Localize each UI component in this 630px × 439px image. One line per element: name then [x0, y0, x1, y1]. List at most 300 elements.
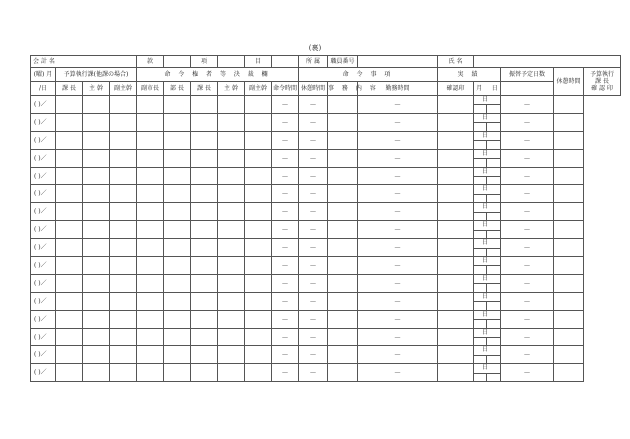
work-content-header: 事 務 内 容 — [328, 82, 358, 96]
name-field[interactable] — [474, 56, 621, 68]
deputy-chief2-seal-cell[interactable] — [245, 113, 272, 131]
work-content-cell[interactable] — [328, 96, 358, 114]
order-break-cell[interactable]: — — [299, 113, 328, 131]
work-content-cell[interactable] — [328, 257, 358, 275]
section-chief2-seal-cell[interactable] — [191, 328, 218, 346]
order-time-cell[interactable]: — — [272, 185, 299, 203]
deputy-chief-seal-cell[interactable] — [110, 221, 137, 239]
deputy-chief-seal-cell[interactable] — [110, 274, 137, 292]
work-hours-cell[interactable]: — — [358, 364, 438, 382]
row-date[interactable]: ( )／ — [31, 221, 56, 239]
order-break-cell[interactable]: — — [299, 292, 328, 310]
deputy-chief-seal-cell[interactable] — [110, 310, 137, 328]
row-date[interactable]: ( )／ — [31, 203, 56, 221]
deputy-chief-seal-cell[interactable] — [110, 257, 137, 275]
vice-mayor-seal-cell[interactable] — [137, 257, 164, 275]
budget-confirm-cell[interactable] — [554, 131, 584, 149]
break-time-cell[interactable]: — — [501, 185, 554, 203]
chief-seal-cell[interactable] — [83, 257, 110, 275]
section-chief-header: 課 長 — [56, 82, 83, 96]
section-chief2-seal-cell[interactable] — [191, 310, 218, 328]
director-seal-cell[interactable] — [164, 149, 191, 167]
director-seal-cell[interactable] — [164, 364, 191, 382]
budget-confirm-cell[interactable] — [554, 221, 584, 239]
vice-mayor-seal-cell[interactable] — [137, 310, 164, 328]
break-time-cell[interactable]: — — [501, 113, 554, 131]
kan-field[interactable] — [164, 56, 191, 68]
transfer-days-cell[interactable] — [474, 257, 501, 275]
budget-confirm-cell[interactable] — [554, 113, 584, 131]
row-date[interactable]: ( )／ — [31, 131, 56, 149]
row-date[interactable]: ( )／ — [31, 167, 56, 185]
transfer-days-cell[interactable] — [474, 292, 501, 310]
order-break-cell[interactable]: — — [299, 364, 328, 382]
chief-seal-cell[interactable] — [83, 239, 110, 257]
chief2-seal-cell[interactable] — [218, 292, 245, 310]
chief-seal-cell[interactable] — [83, 364, 110, 382]
confirm-seal-cell[interactable] — [438, 203, 474, 221]
order-time-cell[interactable]: — — [272, 346, 299, 364]
table-row — [31, 239, 621, 257]
budget-confirm-cell[interactable] — [554, 364, 584, 382]
work-hours-cell[interactable]: — — [358, 274, 438, 292]
order-break-header: 休憩時間 — [299, 82, 328, 96]
order-break-cell[interactable]: — — [299, 203, 328, 221]
chief-seal-cell[interactable] — [83, 310, 110, 328]
section-chief2-seal-cell[interactable] — [191, 149, 218, 167]
transfer-days-cell[interactable] — [474, 203, 501, 221]
work-content-cell[interactable] — [328, 167, 358, 185]
order-time-cell[interactable]: — — [272, 292, 299, 310]
deputy-chief-seal-cell[interactable] — [110, 185, 137, 203]
transfer-days-cell[interactable] — [474, 364, 501, 382]
deputy-chief2-seal-cell[interactable] — [245, 131, 272, 149]
budget-confirm-cell[interactable] — [554, 149, 584, 167]
director-seal-cell[interactable] — [164, 346, 191, 364]
vice-mayor-seal-cell[interactable] — [137, 167, 164, 185]
deputy-chief-seal-cell[interactable] — [110, 364, 137, 382]
work-content-cell[interactable] — [328, 239, 358, 257]
deputy-chief2-seal-cell[interactable] — [245, 239, 272, 257]
section-chief2-seal-cell[interactable] — [191, 185, 218, 203]
work-content-cell[interactable] — [328, 203, 358, 221]
deputy-chief-seal-cell[interactable] — [110, 239, 137, 257]
deputy-chief-seal-cell[interactable] — [110, 292, 137, 310]
vice-mayor-seal-cell[interactable] — [137, 203, 164, 221]
confirm-seal-cell[interactable] — [438, 167, 474, 185]
confirm-seal-cell[interactable] — [438, 131, 474, 149]
confirm-seal-cell[interactable] — [438, 292, 474, 310]
director-seal-cell[interactable] — [164, 292, 191, 310]
break-time-cell[interactable]: — — [501, 239, 554, 257]
chief2-seal-cell[interactable] — [218, 221, 245, 239]
chief-seal-cell[interactable] — [83, 113, 110, 131]
section-chief2-seal-cell[interactable] — [191, 364, 218, 382]
section-chief-seal-cell[interactable] — [56, 292, 83, 310]
transfer-days-cell[interactable] — [474, 113, 501, 131]
order-break-cell[interactable]: — — [299, 131, 328, 149]
row-date[interactable]: ( )／ — [31, 274, 56, 292]
deputy-chief2-seal-cell[interactable] — [245, 203, 272, 221]
chief-seal-cell[interactable] — [83, 185, 110, 203]
section-chief2-seal-cell[interactable] — [191, 203, 218, 221]
day-marker: 日 — [482, 185, 489, 193]
order-time-cell[interactable]: — — [272, 274, 299, 292]
deputy-chief-seal-cell[interactable] — [110, 131, 137, 149]
director-seal-cell[interactable] — [164, 257, 191, 275]
chief-seal-cell[interactable] — [83, 346, 110, 364]
row-date[interactable]: ( )／ — [31, 310, 56, 328]
break-time-cell[interactable]: — — [501, 221, 554, 239]
break-time-cell[interactable]: — — [501, 364, 554, 382]
chief-seal-cell[interactable] — [83, 167, 110, 185]
work-hours-cell[interactable]: — — [358, 239, 438, 257]
director-seal-cell[interactable] — [164, 96, 191, 114]
chief2-seal-cell[interactable] — [218, 185, 245, 203]
work-hours-cell[interactable]: — — [358, 221, 438, 239]
day-marker: 日 — [482, 203, 489, 211]
section-chief-seal-cell[interactable] — [56, 257, 83, 275]
vice-mayor-seal-cell[interactable] — [137, 221, 164, 239]
vice-mayor-seal-cell[interactable] — [137, 149, 164, 167]
chief-seal-cell[interactable] — [83, 203, 110, 221]
transfer-days-header: 振替予定日数 — [501, 68, 554, 82]
day-subheader: /日 — [31, 82, 56, 96]
confirm-seal-header: 確認印 — [438, 82, 474, 96]
section-chief-seal-cell[interactable] — [56, 239, 83, 257]
vice-mayor-seal-cell[interactable] — [137, 96, 164, 114]
confirm-seal-cell[interactable] — [438, 328, 474, 346]
break-time-cell[interactable]: — — [501, 310, 554, 328]
staff-number-field[interactable] — [358, 56, 438, 68]
budget-confirm-cell[interactable] — [554, 167, 584, 185]
order-break-cell[interactable]: — — [299, 257, 328, 275]
section-chief2-seal-cell[interactable] — [191, 239, 218, 257]
budget-confirm-cell[interactable] — [554, 274, 584, 292]
chief-seal-cell[interactable] — [83, 131, 110, 149]
deputy-chief2-seal-cell[interactable] — [245, 346, 272, 364]
section-chief-seal-cell[interactable] — [56, 203, 83, 221]
director-seal-cell[interactable] — [164, 310, 191, 328]
chief2-seal-cell[interactable] — [218, 96, 245, 114]
transfer-days-cell[interactable] — [474, 185, 501, 203]
chief2-seal-cell[interactable] — [218, 310, 245, 328]
work-hours-cell[interactable]: — — [358, 346, 438, 364]
order-break-cell[interactable]: — — [299, 328, 328, 346]
order-time-cell[interactable]: — — [272, 131, 299, 149]
row-date[interactable]: ( )／ — [31, 328, 56, 346]
kou-field[interactable] — [218, 56, 245, 68]
deputy-chief2-seal-cell[interactable] — [245, 149, 272, 167]
row-date[interactable]: ( )／ — [31, 364, 56, 382]
work-hours-cell[interactable]: — — [358, 96, 438, 114]
section-chief2-seal-cell[interactable] — [191, 131, 218, 149]
chief2-seal-cell[interactable] — [218, 239, 245, 257]
row-date[interactable]: ( )／ — [31, 113, 56, 131]
transfer-days-cell[interactable] — [474, 221, 501, 239]
order-time-cell[interactable]: — — [272, 167, 299, 185]
order-break-cell[interactable]: — — [299, 96, 328, 114]
order-time-cell[interactable]: — — [272, 310, 299, 328]
section-chief2-seal-cell[interactable] — [191, 292, 218, 310]
work-content-cell[interactable] — [328, 131, 358, 149]
vice-mayor-seal-cell[interactable] — [137, 346, 164, 364]
order-time-cell[interactable]: — — [272, 257, 299, 275]
confirm-seal-cell[interactable] — [438, 185, 474, 203]
confirm-seal-cell[interactable] — [438, 346, 474, 364]
order-time-cell[interactable]: — — [272, 149, 299, 167]
work-hours-cell[interactable]: — — [358, 167, 438, 185]
budget-confirm-cell[interactable] — [554, 239, 584, 257]
work-hours-cell[interactable]: — — [358, 113, 438, 131]
table-row — [31, 364, 621, 382]
work-hours-cell[interactable]: — — [358, 257, 438, 275]
chief2-seal-cell[interactable] — [218, 274, 245, 292]
day-marker: 日 — [482, 96, 489, 103]
section-chief-seal-cell[interactable] — [56, 185, 83, 203]
break-time-cell[interactable]: — — [501, 203, 554, 221]
break-time-header: 休憩時間 — [554, 68, 584, 96]
deputy-chief2-header: 副主幹 — [245, 82, 272, 96]
transfer-days-cell[interactable] — [474, 328, 501, 346]
work-content-cell[interactable] — [328, 364, 358, 382]
vice-mayor-seal-cell[interactable] — [137, 364, 164, 382]
moku-field[interactable] — [272, 56, 299, 68]
row-date[interactable]: ( )／ — [31, 257, 56, 275]
transfer-days-cell[interactable] — [474, 310, 501, 328]
break-time-cell[interactable]: — — [501, 131, 554, 149]
director-seal-cell[interactable] — [164, 328, 191, 346]
kan-label: 款 — [137, 56, 164, 68]
break-time-cell[interactable]: — — [501, 96, 554, 114]
deputy-chief2-seal-cell[interactable] — [245, 274, 272, 292]
section-chief-seal-cell[interactable] — [56, 328, 83, 346]
deputy-chief2-seal-cell[interactable] — [245, 364, 272, 382]
vice-mayor-seal-cell[interactable] — [137, 131, 164, 149]
transfer-days-cell[interactable] — [474, 274, 501, 292]
budget-confirm-cell[interactable] — [554, 203, 584, 221]
director-seal-cell[interactable] — [164, 239, 191, 257]
vice-mayor-seal-cell[interactable] — [137, 185, 164, 203]
order-break-cell[interactable]: — — [299, 149, 328, 167]
order-break-cell[interactable]: — — [299, 310, 328, 328]
budget-confirm-cell[interactable] — [554, 257, 584, 275]
confirm-seal-cell[interactable] — [438, 310, 474, 328]
section-chief-seal-cell[interactable] — [56, 113, 83, 131]
work-hours-cell[interactable]: — — [358, 292, 438, 310]
section-chief2-seal-cell[interactable] — [191, 274, 218, 292]
deputy-chief-seal-cell[interactable] — [110, 203, 137, 221]
chief2-seal-cell[interactable] — [218, 131, 245, 149]
chief2-seal-cell[interactable] — [218, 328, 245, 346]
header-row-account — [31, 56, 621, 68]
section-chief-seal-cell[interactable] — [56, 149, 83, 167]
section-chief-seal-cell[interactable] — [56, 310, 83, 328]
work-content-cell[interactable] — [328, 149, 358, 167]
deputy-chief2-seal-cell[interactable] — [245, 292, 272, 310]
work-content-cell[interactable] — [328, 328, 358, 346]
vice-mayor-seal-cell[interactable] — [137, 239, 164, 257]
approval-header: 命 令 権 者 等 決 裁 欄 — [137, 68, 299, 82]
section-chief2-seal-cell[interactable] — [191, 346, 218, 364]
order-time-cell[interactable]: — — [272, 239, 299, 257]
deputy-chief2-seal-cell[interactable] — [245, 310, 272, 328]
confirm-seal-cell[interactable] — [438, 221, 474, 239]
transfer-days-cell[interactable] — [474, 149, 501, 167]
section-chief2-seal-cell[interactable] — [191, 257, 218, 275]
budget-confirm-cell[interactable] — [554, 310, 584, 328]
chief2-seal-cell[interactable] — [218, 364, 245, 382]
transfer-days-cell[interactable] — [474, 96, 501, 114]
section-chief-seal-cell[interactable] — [56, 221, 83, 239]
section-chief2-seal-cell[interactable] — [191, 96, 218, 114]
header-row-subs — [31, 82, 621, 96]
order-time-cell[interactable]: — — [272, 203, 299, 221]
confirm-seal-cell[interactable] — [438, 113, 474, 131]
work-content-cell[interactable] — [328, 113, 358, 131]
row-date[interactable]: ( )／ — [31, 149, 56, 167]
deputy-chief-seal-cell[interactable] — [110, 149, 137, 167]
deputy-chief2-seal-cell[interactable] — [245, 185, 272, 203]
deputy-chief-seal-cell[interactable] — [110, 167, 137, 185]
section-chief2-seal-cell[interactable] — [191, 113, 218, 131]
confirm-seal-cell[interactable] — [438, 239, 474, 257]
section-chief-seal-cell[interactable] — [56, 274, 83, 292]
date-header: (曜) 月 — [31, 68, 56, 82]
budget-confirm-cell[interactable] — [554, 292, 584, 310]
chief-seal-cell[interactable] — [83, 292, 110, 310]
break-time-cell[interactable]: — — [501, 346, 554, 364]
order-break-cell[interactable]: — — [299, 221, 328, 239]
overtime-order-form — [30, 55, 621, 382]
row-date[interactable]: ( )／ — [31, 346, 56, 364]
deputy-chief2-seal-cell[interactable] — [245, 221, 272, 239]
work-content-cell[interactable] — [328, 346, 358, 364]
order-break-cell[interactable]: — — [299, 239, 328, 257]
day-marker: 日 — [482, 364, 489, 372]
confirm-seal-cell[interactable] — [438, 257, 474, 275]
order-break-cell[interactable]: — — [299, 274, 328, 292]
section-chief-seal-cell[interactable] — [56, 131, 83, 149]
work-hours-cell[interactable]: — — [358, 185, 438, 203]
deputy-chief-seal-cell[interactable] — [110, 328, 137, 346]
chief-seal-cell[interactable] — [83, 328, 110, 346]
deputy-chief-seal-cell[interactable] — [110, 346, 137, 364]
work-content-cell[interactable] — [328, 310, 358, 328]
chief-seal-cell[interactable] — [83, 96, 110, 114]
break-time-cell[interactable]: — — [501, 167, 554, 185]
budget-confirm-cell[interactable] — [554, 328, 584, 346]
vice-mayor-seal-cell[interactable] — [137, 274, 164, 292]
order-time-cell[interactable]: — — [272, 96, 299, 114]
chief2-seal-cell[interactable] — [218, 203, 245, 221]
budget-confirm-cell[interactable] — [554, 346, 584, 364]
director-seal-cell[interactable] — [164, 203, 191, 221]
director-seal-cell[interactable] — [164, 113, 191, 131]
section-chief2-seal-cell[interactable] — [191, 221, 218, 239]
order-break-cell[interactable]: — — [299, 167, 328, 185]
section-chief-seal-cell[interactable] — [56, 167, 83, 185]
transfer-days-cell[interactable] — [474, 167, 501, 185]
order-time-cell[interactable]: — — [272, 364, 299, 382]
confirm-seal-cell[interactable] — [438, 364, 474, 382]
work-content-cell[interactable] — [328, 292, 358, 310]
order-break-cell[interactable]: — — [299, 346, 328, 364]
budget-confirm-cell[interactable] — [554, 185, 584, 203]
budget-confirm-line2: 課 長 — [595, 78, 609, 85]
transfer-days-cell[interactable] — [474, 346, 501, 364]
row-date[interactable]: ( )／ — [31, 185, 56, 203]
order-break-cell[interactable]: — — [299, 185, 328, 203]
chief-seal-cell[interactable] — [83, 221, 110, 239]
deputy-chief2-seal-cell[interactable] — [245, 328, 272, 346]
director-seal-cell[interactable] — [164, 167, 191, 185]
break-time-cell[interactable]: — — [501, 149, 554, 167]
director-seal-cell[interactable] — [164, 221, 191, 239]
director-seal-cell[interactable] — [164, 274, 191, 292]
deputy-chief2-seal-cell[interactable] — [245, 96, 272, 114]
table-row — [31, 346, 621, 364]
section-chief2-seal-cell[interactable] — [191, 167, 218, 185]
vice-mayor-seal-cell[interactable] — [137, 113, 164, 131]
vice-mayor-seal-cell[interactable] — [137, 328, 164, 346]
order-time-cell[interactable]: — — [272, 113, 299, 131]
chief2-seal-cell[interactable] — [218, 346, 245, 364]
deputy-chief2-seal-cell[interactable] — [245, 257, 272, 275]
row-date[interactable]: ( )／ — [31, 292, 56, 310]
order-time-cell[interactable]: — — [272, 221, 299, 239]
row-date[interactable]: ( )／ — [31, 239, 56, 257]
chief-seal-cell[interactable] — [83, 274, 110, 292]
break-time-cell[interactable]: — — [501, 257, 554, 275]
director-seal-cell[interactable] — [164, 131, 191, 149]
chief2-seal-cell[interactable] — [218, 167, 245, 185]
section-chief-seal-cell[interactable] — [56, 96, 83, 114]
confirm-seal-cell[interactable] — [438, 96, 474, 114]
break-time-cell[interactable]: — — [501, 292, 554, 310]
deputy-chief-seal-cell[interactable] — [110, 96, 137, 114]
confirm-seal-cell[interactable] — [438, 149, 474, 167]
deputy-chief-seal-cell[interactable] — [110, 113, 137, 131]
work-hours-cell[interactable]: — — [358, 310, 438, 328]
chief2-seal-cell[interactable] — [218, 113, 245, 131]
section-chief-seal-cell[interactable] — [56, 364, 83, 382]
chief2-seal-cell[interactable] — [218, 257, 245, 275]
work-hours-cell[interactable]: — — [358, 328, 438, 346]
break-time-cell[interactable]: — — [501, 274, 554, 292]
work-hours-cell[interactable]: — — [358, 203, 438, 221]
order-time-cell[interactable]: — — [272, 328, 299, 346]
director-seal-cell[interactable] — [164, 185, 191, 203]
row-date[interactable]: ( )／ — [31, 96, 56, 114]
work-hours-cell[interactable]: — — [358, 131, 438, 149]
transfer-days-cell[interactable] — [474, 131, 501, 149]
work-content-cell[interactable] — [328, 221, 358, 239]
confirm-seal-cell[interactable] — [438, 274, 474, 292]
work-hours-cell[interactable]: — — [358, 149, 438, 167]
chief2-seal-cell[interactable] — [218, 149, 245, 167]
budget-confirm-cell[interactable] — [554, 96, 584, 114]
vice-mayor-seal-cell[interactable] — [137, 292, 164, 310]
section-chief-seal-cell[interactable] — [56, 346, 83, 364]
work-content-cell[interactable] — [328, 185, 358, 203]
work-content-cell[interactable] — [328, 274, 358, 292]
break-time-cell[interactable]: — — [501, 328, 554, 346]
chief-seal-cell[interactable] — [83, 149, 110, 167]
transfer-days-cell[interactable] — [474, 239, 501, 257]
deputy-chief2-seal-cell[interactable] — [245, 167, 272, 185]
affiliation-label: 所 属 — [299, 56, 328, 68]
